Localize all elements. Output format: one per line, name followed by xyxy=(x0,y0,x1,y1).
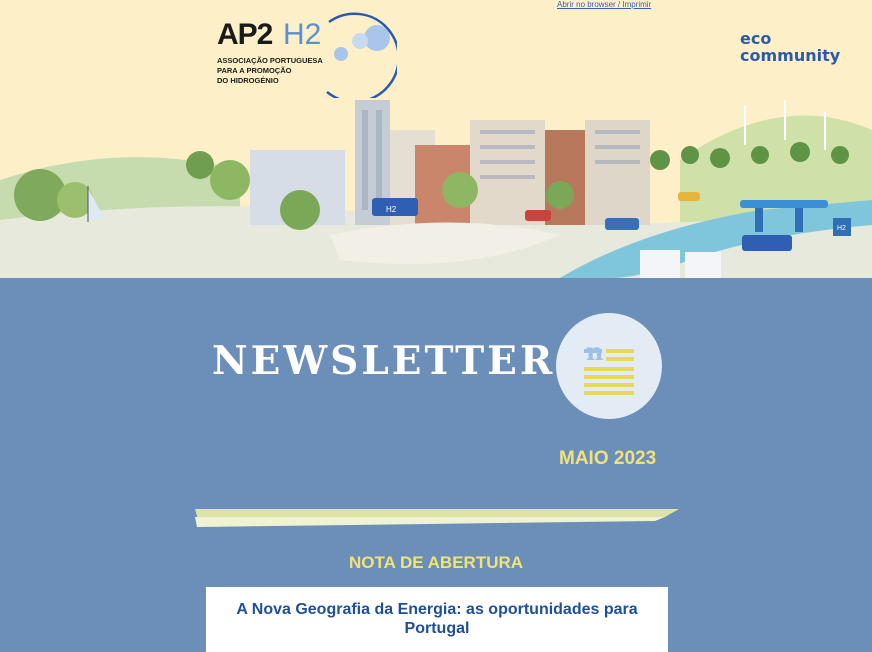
logo-h2-text: H2 xyxy=(283,18,322,51)
logo-subtitle-line: ASSOCIAÇÃO PORTUGUESA xyxy=(217,56,323,65)
eco-community-logo[interactable] xyxy=(740,30,840,64)
ap2h2-logo[interactable] xyxy=(217,8,397,98)
logo-main-text: AP2 xyxy=(217,18,273,51)
logo-subtitle-line: PARA A PROMOÇÃO xyxy=(217,66,292,75)
newsletter-lines-icon xyxy=(556,313,662,419)
article-card[interactable] xyxy=(206,587,668,652)
newsletter-badge-letter: n xyxy=(586,337,604,366)
section-title: NOTA DE ABERTURA xyxy=(348,553,524,572)
station-label: H2 xyxy=(837,225,846,232)
eco-logo-line2: community xyxy=(740,46,841,65)
city-illustration xyxy=(0,100,872,278)
bus-label: H2 xyxy=(386,205,397,214)
open-in-browser-link[interactable]: Abrir no browser / Imprimir xyxy=(557,0,652,9)
newsletter-badge-icon xyxy=(556,313,662,419)
decorative-strip xyxy=(195,507,679,527)
article-title[interactable]: A Nova Geografia da Energia: as oportunidades para Portugal xyxy=(236,601,638,637)
logo-bubbles-icon xyxy=(217,8,397,98)
issue-month: MAIO 2023 xyxy=(559,448,657,469)
header xyxy=(0,0,872,278)
logo-subtitle-line: DO HIDROGÉNIO xyxy=(217,76,279,85)
eco-logo-line1: eco xyxy=(740,29,772,48)
newsletter-title: NEWSLETTER xyxy=(212,338,556,384)
